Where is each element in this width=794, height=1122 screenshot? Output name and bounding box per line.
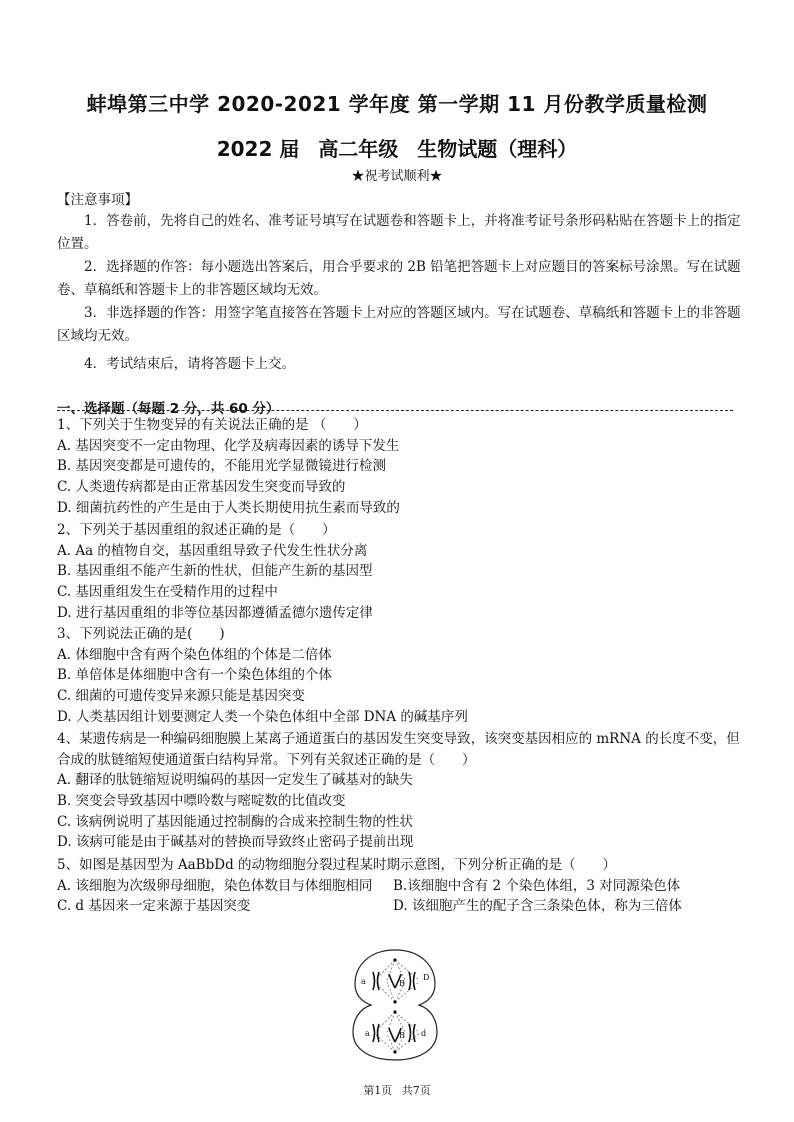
option-a: A. Aa 的植物自交，基因重组导致子代发生性状分离 [57,542,368,559]
gene-label: d [421,1029,427,1038]
option-c: C. d 基因来一定来源于基因突变 [57,898,251,915]
question-5 [57,855,747,917]
cell-division-figure [349,946,441,1064]
notice-item-4: 4．考试结束后，请将答题卡上交。 [84,356,296,372]
option-a: A. 基因突变不一定由物理、化学及病毒因素的诱导下发生 [57,437,400,454]
option-a: A. 翻译的肽链缩短说明编码的基因一定发生了碱基对的缺失 [57,772,413,789]
page-footer [0,1082,794,1098]
notice-item-1: 1．答卷前，先将自己的姓名、准考证号填写在试题卷和答题卡上，并将准考证号条形码粘贴在答题卡上的指定位置。 [57,213,741,252]
gene-label: a [361,977,366,986]
question-1 [57,415,747,518]
gene-label: D [423,973,430,982]
gene-label: B [399,1031,405,1040]
question-3 [57,624,747,727]
option-d: D. 该细胞产生的配子含三条染色体，称为三倍体 [393,898,682,915]
notice-heading: 【注意事项】 [57,192,138,208]
gene-label: B [399,979,405,988]
option-d: D. 人类基因组计划要测定人类一个染色体组中全部 DNA 的碱基序列 [57,708,468,725]
section-divider [57,410,733,411]
option-c: C. 基因重组发生在受精作用的过程中 [57,584,278,601]
question-stem: 5、如图是基因型为 AaBbDd 的动物细胞分裂过程某时期示意图，下列分析正确的是（ ） [57,857,616,873]
option-row-ab [57,876,747,897]
class-year: 2022 届 [216,137,300,161]
subject: 生物试题（理科） [417,137,578,161]
spindle-top [375,960,419,1002]
question-2 [57,520,747,623]
option-c: C. 人类遗传病都是由正常基因发生突变而导致的 [57,479,346,496]
gene-label: a [365,1029,370,1038]
question-stem: 3、下列说法正确的是( ) [57,626,225,642]
question-stem: 1、下列关于生物变异的有关说法正确的是 （ ） [57,417,367,433]
option-b: B. 单倍体是体细胞中含有一个染色体组的个体 [57,667,333,684]
cell-outline [353,950,437,1060]
exam-subtitle [0,133,794,162]
option-c: C. 细菌的可遗传变异来源只能是基因突变 [57,688,305,705]
question-stem: 2、下列关于基因重组的叙述正确的是（ ） [57,522,336,538]
option-d: D. 该病可能是由于碱基对的替换而导致终止密码子提前出现 [57,834,414,851]
option-b: B. 突变会导致基因中嘌呤数与嘧啶数的比值改变 [57,793,346,810]
page-number: 第1页 [363,1084,393,1097]
notice-item-3: 3．非选择题的作答：用签字笔直接答在答题卡上对应的答题区域内。写在试题卷、草稿纸和答题卡上的非答题区域均无效。 [57,305,741,344]
section-heading: 一、选择题（每题 2 分，共 60 分） [57,401,280,417]
question-4 [57,729,747,853]
gene-labels [361,973,429,1040]
option-row-cd [57,896,747,917]
chromosomes [373,972,415,1042]
notice-item-2: 2．选择题的作答：每小题选出答案后，用合乎要求的 2B 铅笔把答题卡上对应题目的答案标号涂黑。写在试题卷、草稿纸和答题卡上的非答题区域均无效。 [57,259,741,298]
question-stem: 4、某遗传病是一种编码细胞膜上某离子通道蛋白的基因发生突变导致，该突变基因相应的 mRNA 的长度不变，但合成的肽链缩短使通道蛋白结构异常。下列有关叙述正确的是（ ） [57,731,740,768]
spindle-bottom [375,1012,419,1052]
option-d: D. 进行基因重组的非等位基因都遵循孟德尔遗传定律 [57,604,373,621]
page-total: 共7页 [401,1084,431,1097]
exam-title: 蚌埠第三中学 2020-2021 学年度 第一学期 11 月份教学质量检测 [86,92,708,116]
option-b: B.该细胞中含有 2 个染色体组，3 对同源染色体 [393,877,681,894]
option-d: D. 细菌抗药性的产生是由于人类长期使用抗生素而导致的 [57,499,400,516]
grade: 高二年级 [318,137,399,161]
option-b: B. 基因突变都是可遗传的，不能用光学显微镜进行检测 [57,458,387,475]
option-c: C. 该病例说明了基因能通过控制酶的合成来控制生物的性状 [57,813,413,830]
option-a: A. 该细胞为次级卵母细胞，染色体数目与体细胞相同 [57,877,373,894]
good-luck-line: ★祝考试顺利★ [351,169,443,184]
option-a: A. 体细胞中含有两个染色体组的个体是二倍体 [57,646,332,663]
option-b: B. 基因重组不能产生新的性状，但能产生新的基因型 [57,563,373,580]
